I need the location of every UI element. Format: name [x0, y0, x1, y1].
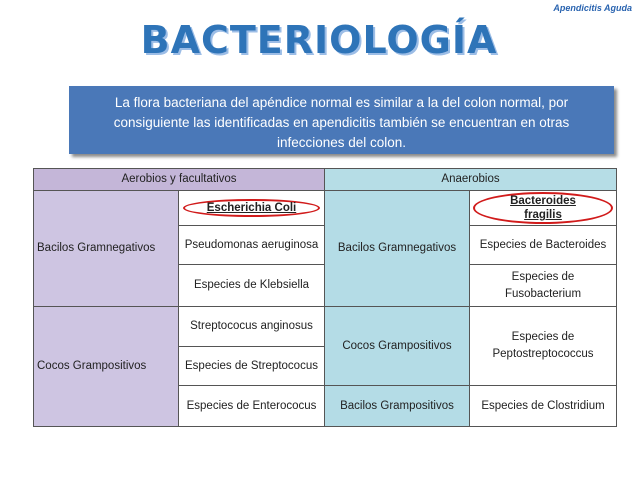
aerobic-gramneg-label: Bacilos Gramnegativos	[34, 191, 179, 307]
aerobic-gramneg-item: Pseudomonas aeruginosa	[179, 226, 325, 265]
anaerobic-gramneg-item: Especies de Bacteroides	[470, 226, 617, 265]
anaerobic-gramneg-item: Especies de Fusobacterium	[470, 265, 617, 307]
aerobic-gramneg-item	[179, 191, 325, 226]
anaerobic-grampos-cocci-item: Especies de Peptostreptococcus	[470, 307, 617, 386]
corner-label: Apendicitis Aguda	[553, 3, 632, 13]
anaerobic-grampos-cocci-label: Cocos Grampositivos	[325, 307, 470, 386]
bacteria-table	[33, 168, 617, 427]
aerobic-gramneg-item: Especies de Klebsiella	[179, 265, 325, 307]
aerobic-grampos-item: Especies de Enterococus	[179, 386, 325, 427]
page-title: BACTERIOLOGÍA	[140, 18, 498, 62]
anaerobic-grampos-bacilli-label: Bacilos Grampositivos	[325, 386, 470, 427]
aerobic-grampos-label: Cocos Grampositivos	[34, 307, 179, 427]
intro-box: La flora bacteriana del apéndice normal es similar a la del colon normal, por consiguiente las identificadas en apendicitis también se encuentran en otras infecciones del colon.	[69, 86, 614, 154]
anaerobic-gramneg-label: Bacilos Gramnegativos	[325, 191, 470, 307]
header-anaerobic: Anaerobios	[325, 169, 617, 191]
anaerobic-grampos-bacilli-item: Especies de Clostridium	[470, 386, 617, 427]
circled-ecoli: Escherichia Coli	[183, 199, 320, 217]
anaerobic-gramneg-item	[470, 191, 617, 226]
aerobic-grampos-item: Especies de Streptococus	[179, 347, 325, 386]
circled-bfragilis: Bacteroides fragilis	[473, 192, 613, 224]
header-aerobic: Aerobios y facultativos	[34, 169, 325, 191]
aerobic-grampos-item: Streptococus anginosus	[179, 307, 325, 347]
